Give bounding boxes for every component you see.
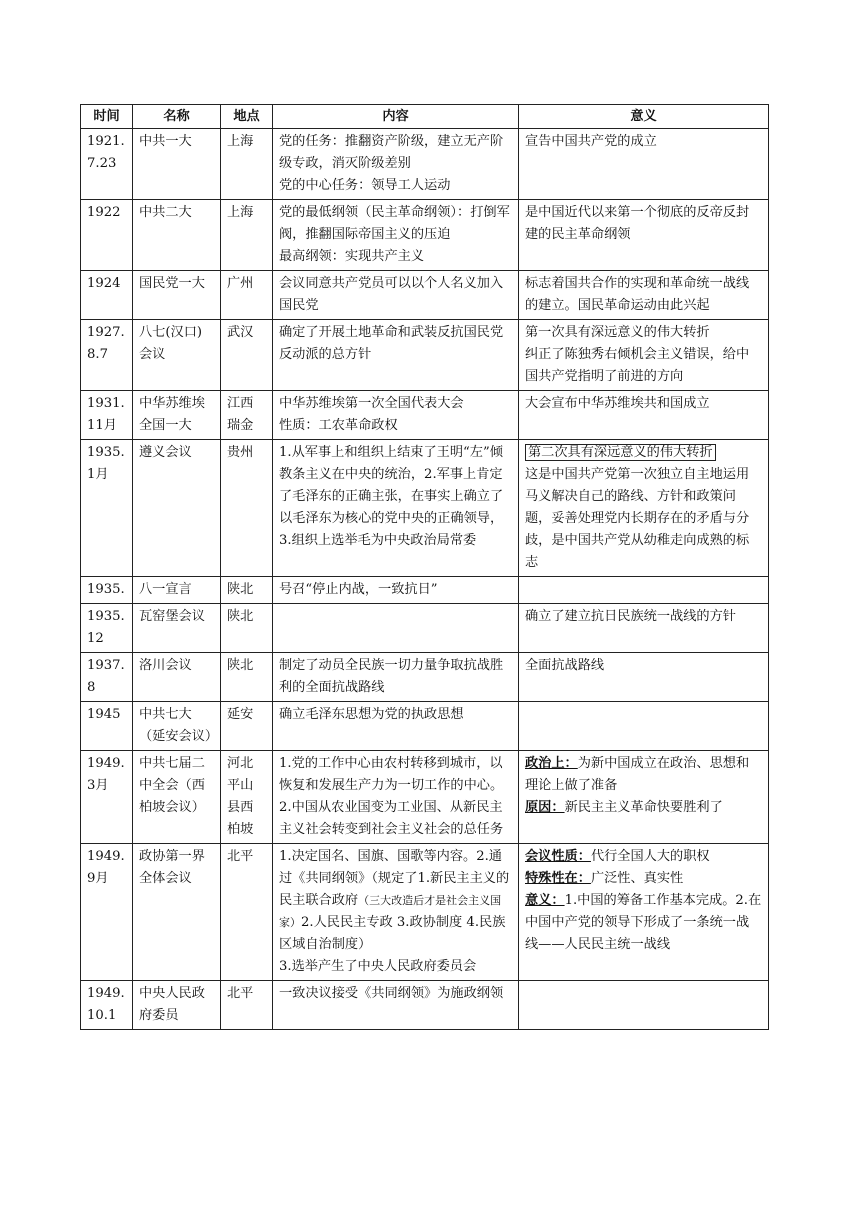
content-cell: [273, 320, 519, 391]
significance-line: 大会宣布中华苏维埃共和国成立: [525, 396, 710, 411]
significance-text: 为新中国成立在政治、思想和理论上做了准备: [525, 756, 750, 793]
content-cell: [273, 271, 519, 320]
significance-cell: [519, 320, 769, 391]
significance-cell: [519, 604, 769, 653]
content-cell: [273, 702, 519, 751]
significance-cell: [519, 751, 769, 844]
place-cell: 陕北: [221, 577, 273, 604]
table-row: [81, 844, 769, 981]
content-cell: [273, 604, 519, 653]
significance-cell: [519, 271, 769, 320]
name-cell: 瓦窑堡会议: [133, 604, 221, 653]
name-cell: 政协第一界全体会议: [133, 844, 221, 981]
content-cell: [273, 440, 519, 577]
place-cell: 武汉: [221, 320, 273, 391]
content-cell: [273, 981, 519, 1030]
significance-cell: [519, 702, 769, 751]
header-name: 名称: [133, 105, 221, 129]
content-line: 会议同意共产党员可以以个人名义加入国民党: [279, 276, 504, 313]
time-cell: 1924: [81, 271, 133, 320]
name-cell: 中共一大: [133, 129, 221, 200]
content-text: 1.决定国名、国旗、国歌等内容。2.通过《共同纲领》（规定了1.新民主主义的民主联合政府: [279, 849, 510, 908]
significance-cell: [519, 440, 769, 577]
time-cell: 1935.: [81, 577, 133, 604]
content-cell: [273, 200, 519, 271]
significance-cell: [519, 653, 769, 702]
content-line: 确定了开展土地革命和武装反抗国民党反动派的总方针: [279, 325, 504, 362]
table-row: [81, 751, 769, 844]
content-line: 党的最低纲领（民主革命纲领）：打倒军阀，推翻国际帝国主义的压迫: [279, 205, 510, 242]
meetings-table: [80, 104, 769, 1030]
content-line: 3.选举产生了中央人民政府委员会: [279, 959, 477, 974]
significance-cell: [519, 129, 769, 200]
significance-label: 特殊性在：: [525, 871, 591, 886]
place-cell: 陕北: [221, 604, 273, 653]
name-cell: 遵义会议: [133, 440, 221, 577]
content-text: 2.人民民主专政 3.政协制度 4.民族区域自治制度）: [279, 915, 506, 952]
table-row: [81, 981, 769, 1030]
significance-line: 这是中国共产党第一次独立自主地运用马义解决自己的路线、方针和政策问题，妥善处理党内长期存在的矛盾与分歧，是中国共产党从幼稚走向成熟的标志: [525, 467, 750, 570]
name-cell: 中共七届二中全会（西柏坡会议）: [133, 751, 221, 844]
table-row: [81, 129, 769, 200]
time-cell: 1921.7.23: [81, 129, 133, 200]
content-line: 一致决议接受《共同纲领》为施政纲领: [279, 986, 504, 1001]
time-cell: 1935.1月: [81, 440, 133, 577]
time-cell: 1935.12: [81, 604, 133, 653]
content-line: 1.从军事上和组织上结束了王明“左”倾教条主义在中央的统治，2.军事上肯定了毛泽东的正确主张，在事实上确立了以毛泽东为核心的党中央的正确领导，3.组织上选举毛为中央政治局常委: [279, 445, 504, 548]
significance-line: [525, 868, 762, 890]
place-cell: 上海: [221, 129, 273, 200]
significance-line: [525, 797, 762, 819]
table-row: [81, 702, 769, 751]
content-cell: [273, 844, 519, 981]
table-row: [81, 271, 769, 320]
significance-line: [525, 753, 762, 797]
significance-line: 标志着国共合作的实现和革命统一战线的建立。国民革命运动由此兴起: [525, 276, 750, 313]
significance-line: 确立了建立抗日民族统一战线的方针: [525, 609, 736, 624]
header-significance: 意义: [519, 105, 769, 129]
name-cell: 八七(汉口)会议: [133, 320, 221, 391]
time-cell: 1922: [81, 200, 133, 271]
content-line: 党的中心任务：领导工人运动: [279, 178, 451, 193]
place-cell: 江西瑞金: [221, 391, 273, 440]
content-cell: [273, 391, 519, 440]
place-cell: 陕北: [221, 653, 273, 702]
content-cell: [273, 751, 519, 844]
table-row: [81, 604, 769, 653]
name-cell: 八一宣言: [133, 577, 221, 604]
significance-cell: [519, 391, 769, 440]
name-cell: 中共七大（延安会议）: [133, 702, 221, 751]
name-cell: 中共二大: [133, 200, 221, 271]
content-line: 号召“停止内战，一致抗日”: [279, 582, 438, 597]
content-line: 制定了动员全民族一切力量争取抗战胜利的全面抗战路线: [279, 658, 504, 695]
time-cell: 1949.9月: [81, 844, 133, 981]
significance-text: 1.中国的筹备工作基本完成。2.在中国中产党的领导下形成了一条统一战线——人民民主统一战线: [525, 893, 762, 952]
significance-label: 原因：: [525, 800, 565, 815]
table-row: [81, 200, 769, 271]
significance-label: 政治上：: [525, 756, 578, 771]
significance-line: [525, 846, 762, 868]
place-cell: 河北平山县西柏坡: [221, 751, 273, 844]
header-place: 地点: [221, 105, 273, 129]
significance-line: 是中国近代以来第一个彻底的反帝反封建的民主革命纲领: [525, 205, 750, 242]
content-line: 性质：工农革命政权: [279, 418, 398, 433]
time-cell: 1937.8: [81, 653, 133, 702]
content-line: 确立毛泽东思想为党的执政思想: [279, 707, 464, 722]
significance-text: 广泛性、真实性: [590, 871, 684, 886]
content-line: 最高纲领：实现共产主义: [279, 249, 425, 264]
content-line: 1.党的工作中心由农村转移到城市，以恢复和发展生产力为一切工作的中心。2.中国从农业国变为工业国、从新民主主义社会转变到社会主义社会的总任务: [279, 756, 504, 837]
content-cell: [273, 577, 519, 604]
table-row: [81, 653, 769, 702]
content-line: 党的任务：推翻资产阶级，建立无产阶级专政，消灭阶级差别: [279, 134, 504, 171]
table-header-row: [81, 105, 769, 129]
place-cell: 上海: [221, 200, 273, 271]
significance-cell: [519, 577, 769, 604]
place-cell: 广州: [221, 271, 273, 320]
content-cell: [273, 653, 519, 702]
significance-line: 纠正了陈独秀右倾机会主义错误，给中国共产党指明了前进的方向: [525, 347, 750, 384]
name-cell: 国民党一大: [133, 271, 221, 320]
significance-line: [525, 890, 762, 956]
time-cell: 1927.8.7: [81, 320, 133, 391]
table-row: [81, 440, 769, 577]
significance-line: 宣告中国共产党的成立: [525, 134, 657, 149]
name-cell: 中华苏维埃全国一大: [133, 391, 221, 440]
name-cell: 洛川会议: [133, 653, 221, 702]
significance-line: 第一次具有深远意义的伟大转折: [525, 325, 710, 340]
significance-text: 代行全国人大的职权: [590, 849, 710, 864]
table-row: [81, 391, 769, 440]
boxed-highlight: 第二次具有深远意义的伟大转折: [525, 444, 716, 461]
place-cell: 贵州: [221, 440, 273, 577]
significance-cell: [519, 200, 769, 271]
table-row: [81, 320, 769, 391]
significance-text: 新民主主义革命快要胜利了: [564, 800, 723, 815]
name-cell: 中央人民政府委员: [133, 981, 221, 1030]
significance-label: 意义：: [525, 893, 565, 908]
content-cell: [273, 129, 519, 200]
time-cell: 1931.11月: [81, 391, 133, 440]
content-note: （三大改造后才是社会主义国家）: [279, 894, 502, 929]
significance-line: 全面抗战路线: [525, 658, 605, 673]
content-line: 中华苏维埃第一次全国代表大会: [279, 396, 464, 411]
header-time: 时间: [81, 105, 133, 129]
time-cell: 1949.3月: [81, 751, 133, 844]
significance-label: 会议性质：: [525, 849, 591, 864]
place-cell: 北平: [221, 981, 273, 1030]
place-cell: 延安: [221, 702, 273, 751]
time-cell: 1945: [81, 702, 133, 751]
place-cell: 北平: [221, 844, 273, 981]
header-content: 内容: [273, 105, 519, 129]
table-row: [81, 577, 769, 604]
time-cell: 1949.10.1: [81, 981, 133, 1030]
significance-cell: [519, 844, 769, 981]
significance-cell: [519, 981, 769, 1030]
